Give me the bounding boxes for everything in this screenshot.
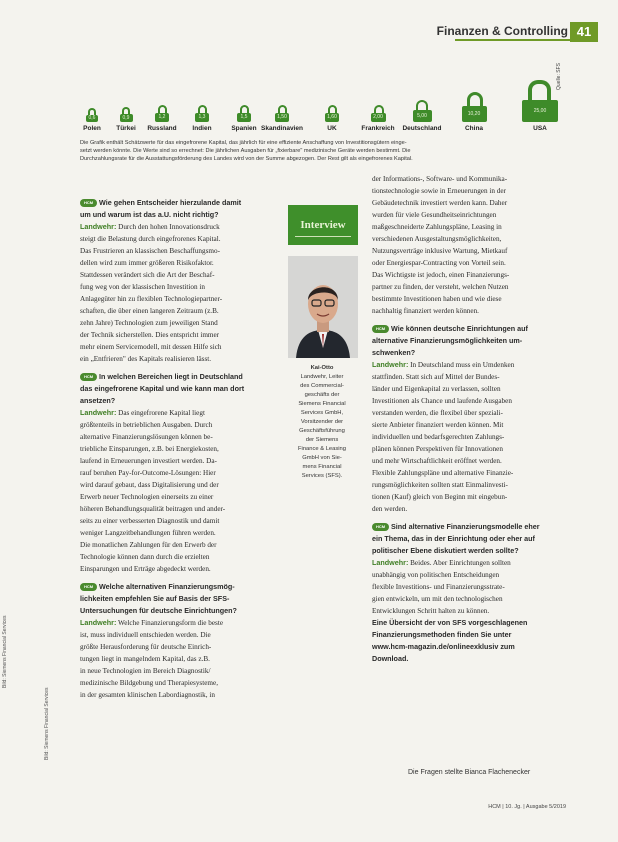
- section-title: Finanzen & Controlling: [436, 24, 568, 38]
- caption-line: setzt werden könnte. Die Werte sind so errechnet: Die jährlichen Ausgaben für „fixierbare" medizinische Geräte werden bestimmt. Die: [80, 148, 411, 154]
- category-label: Polen: [83, 125, 101, 132]
- lock-mark: [361, 105, 395, 132]
- lock-mark: [83, 108, 101, 132]
- side-credit: Bild: Siemens Financial Services: [44, 687, 50, 760]
- hcm-badge: HCM: [80, 583, 97, 591]
- hcm-badge: HCM: [80, 199, 97, 207]
- answer-5: Landwehr: Beides. Aber Einrichtungen sollten unabhängig von politischen Entscheidungen flexible Investitions- und Finanzierungsstrate- gien entwickeln, um mit den technologischen Entwicklungen Schritt halten zu können.: [372, 558, 511, 615]
- hcm-badge: HCM: [372, 325, 389, 333]
- question-4: HCM Wie können deutsche Einrichtungen auf alternative Finanzierungsmöglichkeiten um- schwenken?: [372, 324, 528, 357]
- lock-mark: [522, 80, 558, 132]
- answer-4: Landwehr: In Deutschland muss ein Umdenken stattfinden. Statt sich auf Mittel der Bundes- länder und Eigenkapital zu verlassen, sollten Investitionen als Chance und laufende Ausgaben verstanden werden, die flexibel über speziali- sierte Anbieter finanziert werden können. Mit individuellen und bedarfsgerechten Zahlungs- plänen können Perspektiven für Innovationen und mehr Wirtschaftlichkeit eröffnet werden. Flexible Zahlungspläne und alternative Finanzie- rungsmöglichkeiten sollten statt Einmalinvesti- tionen (Kauf) gleich von Beginn mit eingebun- den werden.: [372, 360, 515, 513]
- lock-value-label: 1,5: [237, 113, 251, 122]
- chart-source-note: Quelle: SFS: [556, 63, 562, 90]
- category-label: Türkei: [116, 125, 136, 132]
- hcm-badge: HCM: [372, 523, 389, 531]
- question-2: HCM In welchen Bereichen liegt in Deutschland das eingefrorene Kapital und wie kann man dort ansetzen?: [80, 372, 245, 405]
- lock-shackle: [528, 80, 551, 102]
- lock-mark: [325, 105, 339, 132]
- lock-mark: [192, 105, 212, 132]
- category-label: Skandinavien: [261, 125, 303, 132]
- lock-value-label: 25,00: [522, 100, 558, 122]
- lock-chart: [78, 50, 590, 140]
- category-label: UK: [327, 125, 337, 132]
- photo-caption: Kai-Otto Landwehr, Leiter des Commercial- geschäfts der Siemens Financial Services GmbH, Vorsitzender der Geschäftsführung der Siemens Finance & Leasing GmbH von Sie- mens Financial Services (SFS).: [297, 365, 347, 479]
- question-3: HCM Welche alternativen Finanzierungsmög- lichkeiten empfehlen Sie auf Basis der SFS- Untersuchungen für deutsche Einrichtungen?: [80, 582, 237, 615]
- lock-mark: [261, 105, 303, 132]
- page-footer: HCM | 10. Jg. | Ausgabe 5/2019: [488, 804, 566, 810]
- portrait-photo: [288, 256, 358, 358]
- page-number: 41: [570, 22, 598, 42]
- lock-value-label: 2,00: [371, 113, 386, 122]
- lock-value-label: 1,3: [195, 113, 209, 122]
- header-rule: [455, 39, 570, 41]
- category-label: Russland: [147, 125, 177, 132]
- category-label: Indien: [192, 125, 212, 132]
- category-label: Frankreich: [361, 125, 395, 132]
- lock-mark: [116, 107, 136, 132]
- lock-value-label: 5,00: [413, 110, 432, 122]
- question-5: HCM Sind alternative Finanzierungsmodelle eher ein Thema, das in der Einrichtung oder eher auf politischer Ebene diskutiert werden sollte?: [372, 522, 540, 555]
- chart-caption: [80, 139, 560, 163]
- category-label: Deutschland: [402, 125, 442, 132]
- lock-value-label: 1,50: [275, 113, 289, 122]
- caption-line: Die Grafik enthält Schätzwerte für das eingefrorene Kapital, das jährlich für eine effiziente Anschaffung von Investitionsgütern einge-: [80, 140, 407, 146]
- column-left: [80, 197, 280, 701]
- lock-value-label: 10,20: [462, 106, 487, 122]
- caption-line: Durchzahlungsrate für die Ausstattungsförderung des Landes wird von der Summe abgezogen. Der Rest gilt als eingefrorenes Kapital.: [80, 156, 413, 162]
- category-label: China: [464, 125, 484, 132]
- lock-value-label: 0,9: [120, 114, 133, 122]
- lock-value-label: 0,6: [86, 115, 98, 122]
- question-1: HCM Wie gehen Entscheider hierzulande damit um und warum ist das a.U. nicht richtig?: [80, 198, 242, 219]
- interviewer-credit: Die Fragen stellte Bianca Flachenecker: [408, 769, 531, 776]
- category-label: Spanien: [231, 125, 257, 132]
- lock-mark: [231, 105, 257, 132]
- lock-mark: [147, 105, 177, 132]
- column-right: [372, 173, 568, 665]
- answer-3: Landwehr: Welche Finanzierungsform die beste ist, muss individuell entschieden werden. Die größte Herausforderung für deutsche Einrich- tungen liegt in mangelndem Kapital, das z.B. in neue Technologien im Bereich Diagnostik/ medizinische Bildgebung und Therapiesysteme, in der gesamten klinischen Labordiagnostik, in: [80, 618, 224, 699]
- hcm-badge: HCM: [80, 373, 97, 381]
- page-header: [0, 22, 618, 42]
- lock-value-label: 1,60: [325, 113, 339, 122]
- download-note: Eine Übersicht der von SFS vorgeschlagenen Finanzierungsmethoden finden Sie unter www.hcm-magazin.de/onlineexklusiv zum Download.: [372, 618, 528, 663]
- paragraph-continued: der Informations-, Software- und Kommunika- tionstechnologie sowie in Erneuerungen in der Gebäudetechnik investiert werden kann. Daher wurden für viele Gesundheitseinrichtungen maßgeschneiderte Zahlungspläne, Leasing in verschiedenen Ausgestaltungsmöglichkeiten, Nutzungsverträge inklusive Wartung, Mietkauf oder Energiespar-Contracting von Vorteil sein. Das Wichtigste ist jedoch, einen Finanzierungs- partner zu finden, der versteht, welchen Nutzen bestimmte Investitionen haben und wie diese nachhaltig finanziert werden können.: [372, 175, 510, 315]
- category-label: USA: [533, 125, 547, 132]
- lock-mark: [462, 92, 487, 132]
- lock-value-label: 1,2: [155, 113, 169, 122]
- answer-1: Landwehr: Durch den hohen Innovationsdruck steigt die Belastung durch eingefrorenes Kapital. Das Frustrieren an klassischen Beschaffungsmo- dellen wird zum immer größeren Risikofaktor. Stattdessen verändert sich die Art der Beschaf- fung weg von der klassischen Investition in Anlagegüter hin zu flexiblen Technologiepartner- schaften, die über einen langeren Zeitraum (z.B. zehn Jahre) Technologien zum jeweiligen Stand der Technik sicherstellen. Dies entspricht immer mehr einem Servicemodell, mit dessen Hilfe sich ein „Entfrieren" des Kapitals realisieren lässt.: [80, 222, 223, 363]
- interview-badge: Interview: [288, 205, 358, 245]
- side-credit: Bild: Siemens Financial Services: [2, 615, 8, 688]
- answer-2: Landwehr: Das eingefrorene Kapital liegt größtenteils in betrieblichen Ausgaben. Durch alternative Finanzierungslösungen können be- triebliche Einsparungen, z.B. bei Energiekosten, laufend in Erneuerungen investiert werden. Da- rauf beruhen Pay-for-Outcome-Lösungen: Hier wird darauf gebaut, dass Digitalisierung und der Erwerb neuer Technologien einerseits zu einer höheren Behandlungsqualität beitragen und ander- seits zu einer verbesserten Diagnostik und damit weniger Langzeitbehandlungen führen werden. Die monatlichen Zahlungen für den Erwerb der Technologie können dann durch die erzielten Einsparungen und Erträge abgedeckt werden.: [80, 408, 226, 573]
- lock-mark: [402, 100, 442, 132]
